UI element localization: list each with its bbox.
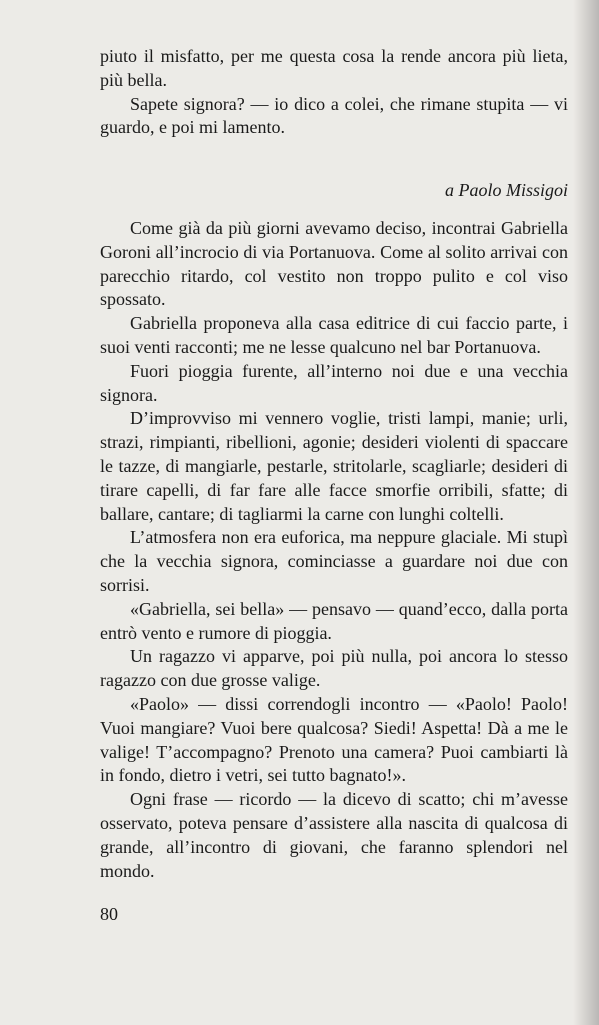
dedication: a Paolo Missigoi (444, 180, 568, 200)
paragraph-4: D’improvviso mi vennero voglie, tristi lampi, manie; urli, strazi, rimpianti, ribellioni, agonie; desideri violenti di spaccare le tazze, di mangiarle, pestarle, stritolarle, scagliarle; desideri di tirare capelli, di far fare alle facce smorfie orribili, sfatte; di ballare, cantare; di tagliarmi la carne con lunghi coltelli. (100, 408, 568, 524)
page-number: 80 (100, 904, 118, 924)
top-text-block (100, 45, 568, 140)
story-text-block (100, 217, 568, 883)
paragraph-continuation: piuto il misfatto, per me questa cosa la rende ancora più lieta, più bella. (100, 46, 568, 90)
paragraph-9: Ogni frase — ricordo — la dicevo di scatto; chi m’avesse osservato, poteva pensare d’assistere alla nascita di qualcosa di grande, all’incontro di giovani, che faranno splendori nel mondo. (100, 789, 568, 881)
paragraph-8: «Paolo» — dissi correndogli incontro — «Paolo! Paolo! Vuoi mangiare? Vuoi bere qualcosa? Siedi! Aspetta! Dà a me le valige! T’accompagno? Prenoto una camera? Puoi cambiarti là in fondo, dietro i vetri, sei tutto bagnato!». (100, 693, 568, 786)
paragraph-7: Un ragazzo vi apparve, poi più nulla, poi ancora lo stesso ragazzo con due grosse valige. (100, 646, 568, 691)
paragraph-1: Come già da più giorni avevamo deciso, incontrai Gabriella Goroni all’incrocio di via Portanuova. Come al solito arrivai con parecchio ritardo, col vestito non troppo pulito e col viso spossato. (100, 218, 568, 310)
paragraph-2: Gabriella proponeva alla casa editrice di cui faccio parte, i suoi venti racconti; me ne lesse qualcuno nel bar Portanuova. (100, 313, 568, 357)
paragraph-5: L’atmosfera non era euforica, ma neppure glaciale. Mi stupì che la vecchia signora, cominciasse a guardare noi due con sorrisi. (100, 527, 568, 595)
paragraph-3: Fuori pioggia furente, all’interno noi due e una vecchia signora. (100, 360, 568, 405)
paragraph-6: «Gabriella, sei bella» — pensavo — quand’ecco, dalla porta entrò vento e rumore di pioggia. (100, 598, 568, 643)
paragraph-sapete-signora: Sapete signora? — io dico a colei, che rimane stupita — vi guardo, e poi mi lamento. (100, 93, 568, 138)
